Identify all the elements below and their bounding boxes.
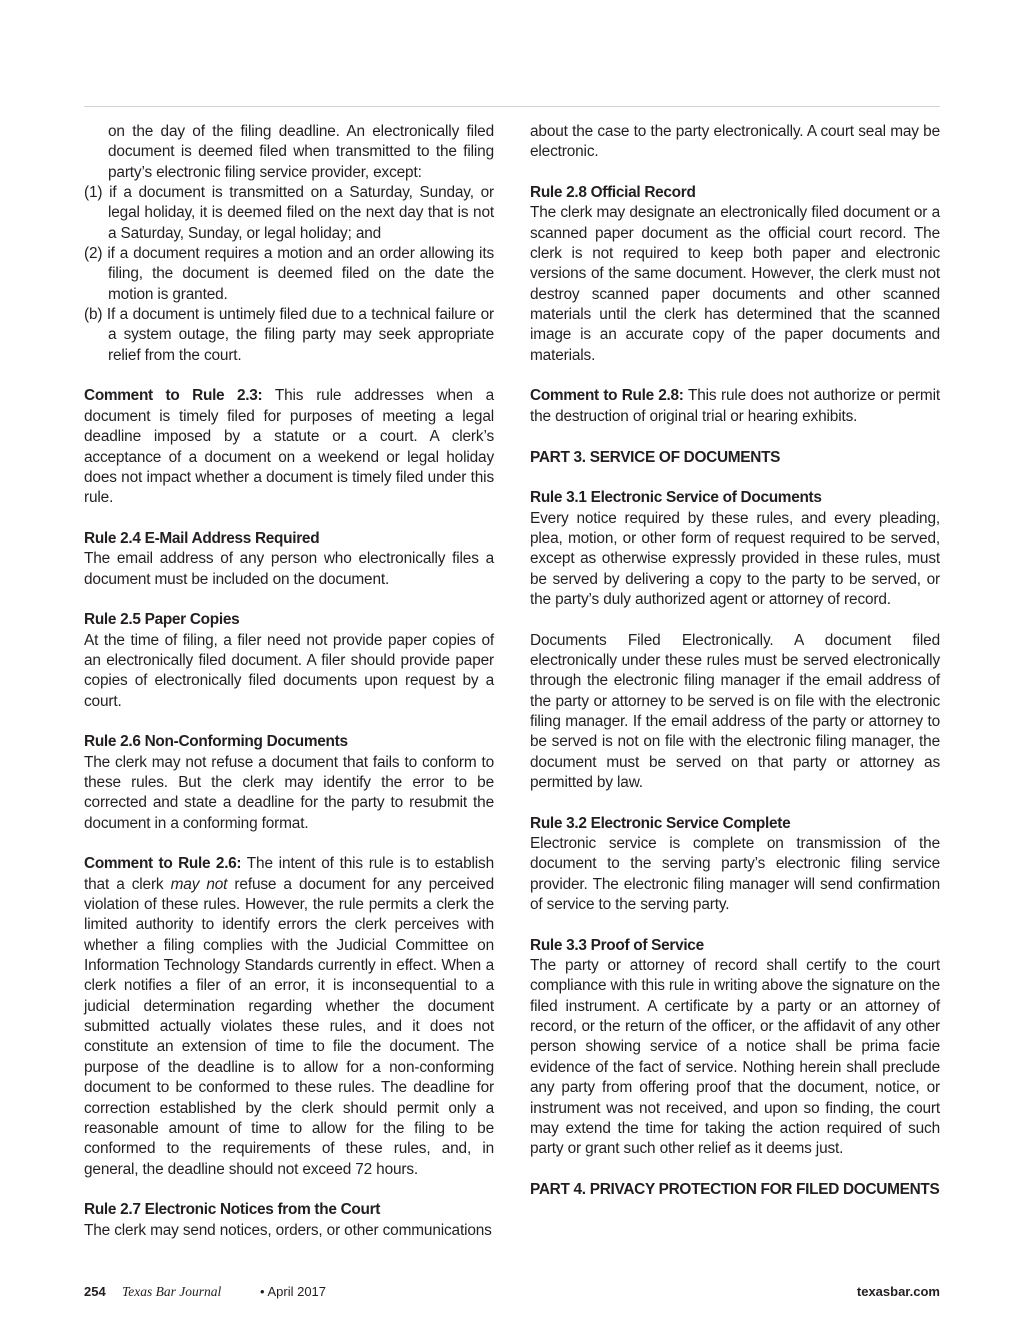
rule-2-8-text: The clerk may designate an electronically filed document or a scanned paper document as the official court record. The clerk is not required to keep both paper and electronic versions of the same document. However, the clerk must not destroy scanned paper documents and other scanned materials until the clerk has determined that the scanned image is an accurate copy of the paper documents and materials.: [530, 204, 940, 364]
rule-2-4-heading: Rule 2.4 E-Mail Address Required: [84, 529, 320, 547]
rule-3-3-text: The party or attorney of record shall certify to the court compliance with this rule in writing above the signature on the filed instrument. A certificate by a party or an attorney of record, or the return of the officer, or the affidavit of any other person showing service of a notice shall be prima facie evidence of the fact of service. Nothing herein shall preclude any party from offering proof that the document, notice, or instrument was not received, and upon so finding, the court may extend the time for taking the action required of such party or grant such other relief as it deems just.: [530, 957, 940, 1158]
comment-label: Comment to Rule 2.6:: [84, 855, 242, 873]
rule-2-6-text: The clerk may not refuse a document that fails to conform to these rules. But the clerk may identify the error to be corrected and state a deadline for the party to resubmit the document in a conforming format.: [84, 753, 494, 832]
rule-2-5-heading: Rule 2.5 Paper Copies: [84, 611, 240, 629]
bullet-separator: •: [260, 1284, 265, 1299]
site-url: texasbar.com: [856, 1284, 940, 1299]
comment-rule-2-6: [84, 854, 494, 1180]
list-item-2: (2) if a document requires a motion and an order allowing its filing, the document is deemed filed on the date the motion is granted.: [84, 245, 494, 303]
rule-2-6-heading: Rule 2.6 Non-Conforming Documents: [84, 733, 348, 751]
rule-2-4-text: The email address of any person who electronically files a document must be included on the document.: [84, 550, 494, 588]
rule-2-7-continuation: about the case to the party electronically. A court seal may be electronic.: [530, 123, 940, 161]
rule-2-7-text: The clerk may send notices, orders, or other communications: [84, 1221, 492, 1239]
journal-title: Texas Bar Journal: [122, 1284, 222, 1299]
rule-3-2-text: Electronic service is complete on transmission of the document to the serving party’s electronic filing service provider. The electronic filing manager will send confirmation of service to the serving party.: [530, 835, 940, 914]
left-column: [84, 122, 494, 1241]
issue-date: [260, 1284, 326, 1299]
page-number: 254: [84, 1284, 106, 1299]
rule-2-7-heading: Rule 2.7 Electronic Notices from the Court: [84, 1201, 381, 1219]
comment-text: refuse a document for any perceived violation of these rules. However, the rule permits a clerk the limited authority to identify errors the clerk perceives with whether a filing complies with the Judicial Committee on Information Technology Standards currently in effect. When a clerk notifies a filer of an error, it is inconsequential to a judicial determination regarding whether the document submitted actually violates these rules, and it does not constitute an extension of time to file the document. The purpose of the deadline is to allow for a non-conforming document to be conformed to these rules. The deadline for correction established by the clerk should permit only a reasonable amount of time to allow for the filing to be conformed to the requirements of these rules, and, in general, the deadline should not exceed 72 hours.: [84, 875, 494, 1178]
emphasis-text: may not: [170, 875, 228, 893]
rule-3-1-text: Every notice required by these rules, and every pleading, plea, motion, or other form of request required to be served, except as otherwise expressly provided in these rules, must be served by delivering a copy to the party to be served, or the party’s duly authorized agent or attorney of record.: [530, 509, 940, 608]
comment-label: Comment to Rule 2.8:: [530, 387, 684, 405]
page-footer: [84, 1284, 940, 1304]
comment-label: Comment to Rule 2.3:: [84, 387, 263, 405]
rule-2-3-continuation: on the day of the filing deadline. An electronically filed document is deemed filed when transmitted to the filing party’s electronic filing service provider, except:: [108, 123, 494, 181]
rule-2-8-heading: Rule 2.8 Official Record: [530, 184, 696, 202]
rule-3-3-heading: Rule 3.3 Proof of Service: [530, 936, 704, 954]
rule-2-5-text: At the time of filing, a filer need not provide paper copies of an electronically filed document. A filer should provide paper copies of electronically filed documents upon request by a court.: [84, 631, 494, 710]
part-3-heading: PART 3. SERVICE OF DOCUMENTS: [530, 448, 781, 466]
list-item-b: (b) If a document is untimely filed due to a technical failure or a system outage, the filing party may seek appropriate relief from the court.: [84, 306, 494, 364]
right-column: [530, 122, 940, 1200]
comment-rule-2-3: [84, 386, 494, 508]
top-divider: [84, 106, 940, 107]
rule-3-2-heading: Rule 3.2 Electronic Service Complete: [530, 814, 791, 832]
comment-text: This rule addresses when a document is timely filed for purposes of meeting a legal deadline imposed by a statute or a court. A clerk’s acceptance of a document on a weekend or legal holiday does not impact whether a document is timely filed under this rule.: [84, 387, 495, 507]
comment-text: This rule does not authorize or permit the destruction of original trial or hearing exhibits.: [530, 387, 940, 425]
list-item-1: (1) if a document is transmitted on a Saturday, Sunday, or legal holiday, it is deemed filed on the next day that is not a Saturday, Sunday, or legal holiday; and: [84, 184, 494, 242]
rule-3-1-text-2: Documents Filed Electronically. A document filed electronically under these rules must be served electronically through the electronic filing manager if the email address of the party or attorney to be served is on file with the electronic filing manager. If the email address of the party or attorney to be served is not on file with the electronic filing manager, the document must be served on that party or attorney as permitted by law.: [530, 631, 940, 791]
part-4-heading: PART 4. PRIVACY PROTECTION FOR FILED DOCUMENTS: [530, 1180, 940, 1198]
issue-date-text: April 2017: [267, 1284, 327, 1299]
comment-text: The intent of this rule is to establish that a clerk: [84, 855, 494, 893]
rule-3-1-heading: Rule 3.1 Electronic Service of Documents: [530, 489, 822, 507]
comment-rule-2-8: [530, 386, 940, 427]
